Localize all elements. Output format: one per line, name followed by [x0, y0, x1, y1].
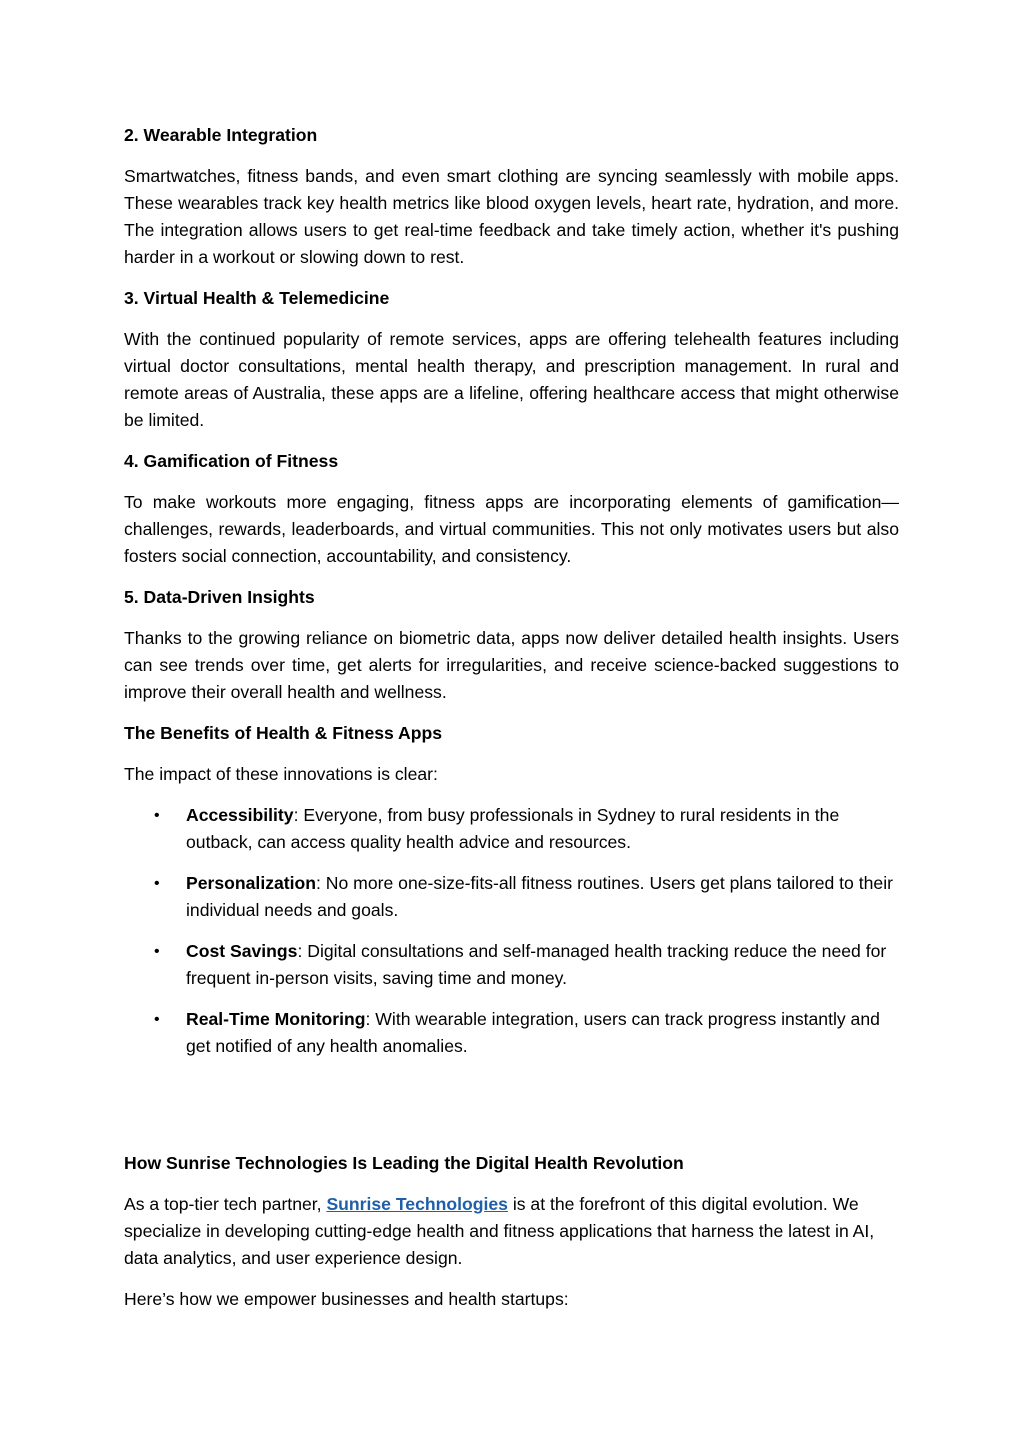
benefit-term: Accessibility [186, 805, 294, 825]
benefits-heading: The Benefits of Health & Fitness Apps [124, 723, 443, 743]
document-page [124, 122, 899, 1327]
bullet-icon: • [154, 875, 160, 892]
benefit-description: : With wearable integration, users can track progress instantly and get notified of any health anomalies. [186, 1009, 880, 1056]
section-heading-wearable: 2. Wearable Integration [124, 125, 318, 145]
benefit-description: : Everyone, from busy professionals in Sydney to rural residents in the outback, can access quality health advice and resources. [186, 805, 840, 852]
sunrise-text-after-link: is at the forefront of this digital evolution. We specialize in developing cutting-edge health and fitness applications that harness the latest in AI, data analytics, and user experience design. [124, 1194, 875, 1268]
benefits-list [124, 802, 899, 1060]
list-item [124, 938, 899, 992]
sunrise-text-before-link: As a top-tier tech partner, [124, 1194, 327, 1214]
list-item [124, 1006, 899, 1060]
benefit-term: Personalization [186, 873, 317, 893]
bullet-icon: • [154, 943, 160, 960]
section-body-wearable: Smartwatches, fitness bands, and even smart clothing are syncing seamlessly with mobile apps. These wearables track key health metrics like blood oxygen levels, heart rate, hydration, and more. The integration allows users to get real-time feedback and take timely action, whether it's pushing harder in a workout or slowing down to rest. [124, 166, 899, 267]
section-body-insights: Thanks to the growing reliance on biometric data, apps now deliver detailed health insights. Users can see trends over time, get alerts for irregularities, and receive science-backed suggestions to improve their overall health and wellness. [124, 628, 899, 702]
list-item [124, 870, 899, 924]
benefit-description: : No more one-size-fits-all fitness routines. Users get plans tailored to their individual needs and goals. [186, 873, 893, 920]
benefit-term: Real-Time Monitoring [186, 1009, 366, 1029]
benefits-intro: The impact of these innovations is clear: [124, 764, 438, 784]
section-body-telemedicine: With the continued popularity of remote services, apps are offering telehealth features including virtual doctor consultations, mental health therapy, and prescription management. In rural and remote areas of Australia, these apps are a lifeline, offering healthcare access that might otherwise be limited. [124, 329, 899, 430]
sunrise-closing: Here’s how we empower businesses and health startups: [124, 1289, 569, 1309]
sunrise-technologies-link[interactable]: Sunrise Technologies [326, 1194, 508, 1214]
bullet-icon: • [154, 807, 160, 824]
section-heading-insights: 5. Data-Driven Insights [124, 587, 315, 607]
sunrise-heading: How Sunrise Technologies Is Leading the Digital Health Revolution [124, 1153, 684, 1173]
benefit-term: Cost Savings [186, 941, 298, 961]
benefit-description: : Digital consultations and self-managed health tracking reduce the need for frequent in-person visits, saving time and money. [186, 941, 887, 988]
section-heading-telemedicine: 3. Virtual Health & Telemedicine [124, 288, 390, 308]
section-body-gamification: To make workouts more engaging, fitness apps are incorporating elements of gamification—challenges, rewards, leaderboards, and virtual communities. This not only motivates users but also fosters social connection, accountability, and consistency. [124, 492, 899, 566]
section-spacer [124, 1074, 899, 1150]
sunrise-paragraph [124, 1191, 899, 1272]
bullet-icon: • [154, 1011, 160, 1028]
list-item [124, 802, 899, 856]
section-heading-gamification: 4. Gamification of Fitness [124, 451, 339, 471]
